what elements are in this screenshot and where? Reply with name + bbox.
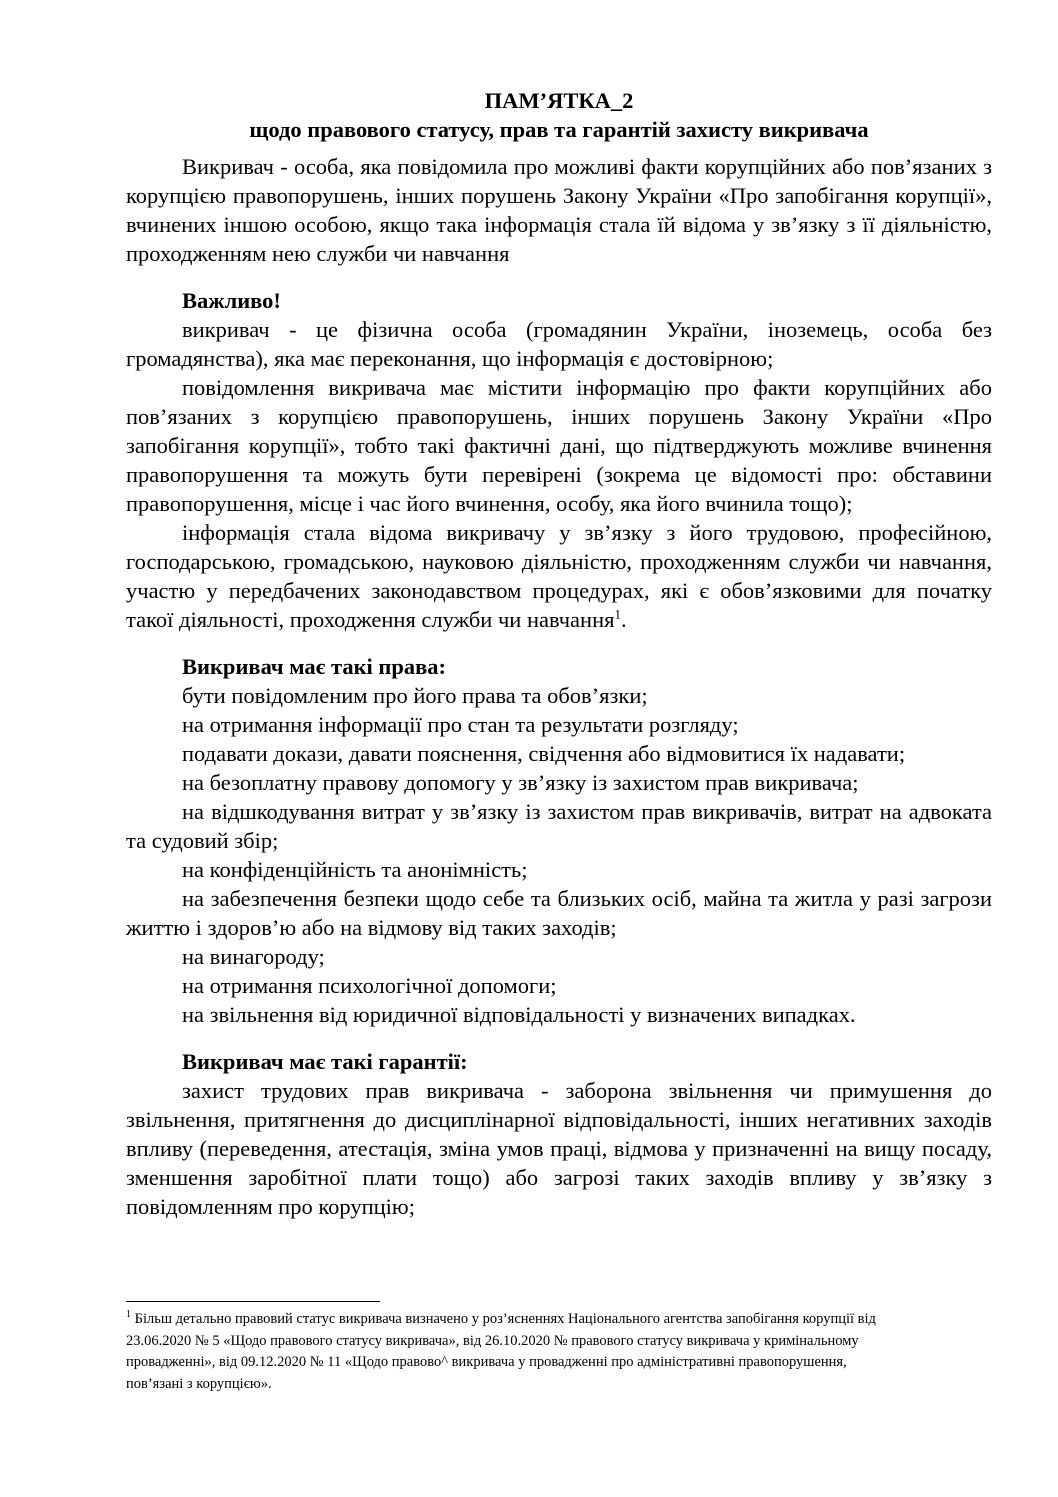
- definition-paragraph: Викривач - особа, яка повідомила про можливі факти корупційних або пов’язаних з корупцією правопорушень, інших порушень Закону України «Про запобігання корупції», вчинених іншою особою, якщо така інформація стала їй відома у зв’язку з її діяльністю, проходженням нею служби чи навчання: [126, 154, 992, 266]
- rights-item: на забезпечення безпеки щодо себе та близьких осіб, майна та житла у разі загрози життю і здоров’ю або на відмову від таких заходів;: [126, 886, 992, 940]
- important-item: повідомлення викривача має містити інформацію про факти корупційних або пов’язаних з корупцією правопорушень, інших порушень Закону України «Про запобігання корупції», тобто такі фактичні дані, що підтверджують можливе вчинення правопорушення та можуть бути перевірені (зокрема це відомості про: обставини правопорушення, місце і час його вчинення, особу, яка його вчинила тощо);: [126, 375, 992, 516]
- footnote-mark: 1: [126, 1309, 131, 1321]
- footnote: [126, 1309, 906, 1395]
- guarantees-item: захист трудових прав викривача - заборона звільнення чи примушення до звільнення, притягнення до дисциплінарної відповідальності, інших негативних заходів впливу (переведення, атестація, зміна умов праці, відмова у призначенні на вищу посаду, зменшення заробітної плати тощо) або загрозі таких заходів впливу у зв’язку з повідомленням про корупцію;: [126, 1078, 992, 1219]
- footnote-separator: [126, 1301, 380, 1302]
- document-body: [126, 86, 992, 1221]
- footnote-reference[interactable]: 1: [614, 606, 621, 622]
- rights-section: [126, 652, 992, 1029]
- important-section: [126, 286, 992, 634]
- document-subtitle: щодо правового статусу, прав та гарантій захисту викривача: [249, 117, 869, 142]
- important-heading: Важливо!: [182, 288, 281, 313]
- rights-item: подавати докази, давати пояснення, свідчення або відмовитися їх надавати;: [182, 741, 906, 766]
- footnote-text: Більш детально правовий статус викривача визначено у роз’ясненнях Національного агентства запобігання корупції від 23.06.2020 № 5 «Щодо правового статусу викривача», від 26.10.2020 № правового статусу викривача у кримінальному провадженні», від 09.12.2020 № 11 «Щодо правово^ викривача у провадженні про адміністративні правопорушення, пов’язані з корупцією».: [126, 1311, 876, 1392]
- rights-item: на безоплатну правову допомогу у зв’язку із захистом прав викривача;: [182, 770, 859, 795]
- rights-item: на винагороду;: [182, 944, 325, 969]
- rights-item: на відшкодування витрат у зв’язку із захистом прав викривачів, витрат на адвоката та судовий збір;: [126, 799, 992, 853]
- important-item-text: інформація стала відома викривачу у зв’язку з його трудовою, професійною, господарською, громадською, науковою діяльністю, проходженням служби чи навчання, участю у передбачених законодавством процедурах, які є обов’язковими для початку такої діяльності, проходження служби чи навчання: [126, 520, 992, 632]
- important-item-with-footnote: [126, 518, 992, 634]
- guarantees-section: [126, 1047, 992, 1221]
- rights-item: на отримання інформації про стан та результати розгляду;: [182, 712, 739, 737]
- rights-item: на конфіденційність та анонімність;: [182, 857, 528, 882]
- rights-item: бути повідомленим про його права та обов’язки;: [182, 683, 648, 708]
- document-title: ПАМ’ЯТКА_2: [484, 88, 634, 113]
- important-item: викривач - це фізична особа (громадянин України, іноземець, особа без громадянства), яка має переконання, що інформація є достовірною;: [126, 317, 992, 371]
- rights-item: на звільнення від юридичної відповідальності у визначених випадках.: [182, 1002, 856, 1027]
- rights-heading: Викривач має такі права:: [182, 654, 447, 679]
- rights-item: на отримання психологічної допомоги;: [182, 973, 557, 998]
- important-item-end: .: [620, 607, 627, 632]
- guarantees-heading: Викривач має такі гарантії:: [182, 1049, 468, 1074]
